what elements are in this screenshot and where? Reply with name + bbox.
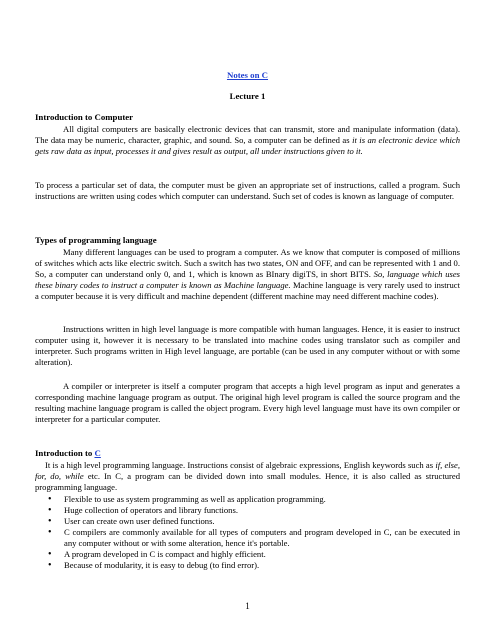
list-item: • User can create own user defined functions. [48,516,460,527]
emphasized-machine-language: So, language which uses these binary codes to instruct a computer is known as Machine language. [35,269,460,290]
list-item: • Flexible to use as system programming as well as application programming. [48,494,460,505]
paragraph-machine-language [35,247,460,302]
list-item: • C compilers are commonly available for all types of computers and program developed in C, can be executed in any computer without or with some alteration, hence it's portable. [48,527,460,549]
heading-introduction-to-computer: Introduction to Computer [35,112,134,122]
list-item: • Because of modularity, it is easy to debug (to find error). [48,560,460,571]
heading-text: Introduction to [35,448,95,458]
heading-introduction-to-c [35,448,101,459]
c-link[interactable]: C [94,448,101,458]
list-item: • Huge collection of operators and library functions. [48,505,460,516]
lecture-label: Lecture 1 [229,91,266,101]
page-number: 1 [245,601,250,611]
emphasized-keywords: if, else, for, do, while [35,460,460,481]
paragraph-text: Machine language is very rarely used to instruct a computer because it is very difficult and machine dependent (different machine may need different machine codes). [35,280,460,301]
paragraph-high-level-language: Instructions written in high level language is more compatible with human languages. Hence, it is easier to instruct computer using it, however it is necessary to be translated into machine codes using translator such as compiler and interpreter. Such programs written in High level language, are portable (can be used in any computer without or with some alteration). [35,324,460,367]
paragraph-c-overview [35,460,460,493]
features-bullet-list [48,494,460,571]
heading-types-of-programming-language: Types of programming language [35,235,157,245]
paragraph-compiler-interpreter: A compiler or interpreter is itself a computer program that accepts a high level program as input and generates a corresponding machine language program as output. The original high level program is called the source program and the resulting machine language program is called the object program. Every high level language must have its own compiler or interpreter for a particular computer. [35,381,460,424]
emphasized-definition: it is an electronic device which gets raw data as input, processes it and gives result as output, all under instructions given to it. [35,135,460,156]
document-title[interactable]: Notes on C [226,70,269,80]
paragraph-text: etc. In C, a program can be divided down into small modules. Hence, it is also called as structured programming language. [35,471,460,492]
paragraph-computer-definition [35,124,460,157]
paragraph-text: Many different languages can be used to program a computer. As we know that computer is composed of millions of switches which acts like electric switch. Such a switch has two states, ON and OFF, and can be represented with 1 and 0. So, a computer can understand only 0, and 1, which is known as BInary digiTS, in short BITS. [35,247,460,279]
list-item: • A program developed in C is compact and highly efficient. [48,549,460,560]
paragraph-text: It is a high level programming language. Instructions consist of algebraic expressions, English keywords such as [45,460,436,470]
paragraph-program-instructions: To process a particular set of data, the computer must be given an appropriate set of instructions, called a program. Such instructions are written using codes which computer can understand. Such set of codes is known as language of computer. [35,180,460,201]
paragraph-text: All digital computers are basically electronic devices that can transmit, store and manipulate information (data). The data may be numeric, character, graphic, and sound. So, a computer can be defined as [35,124,460,145]
